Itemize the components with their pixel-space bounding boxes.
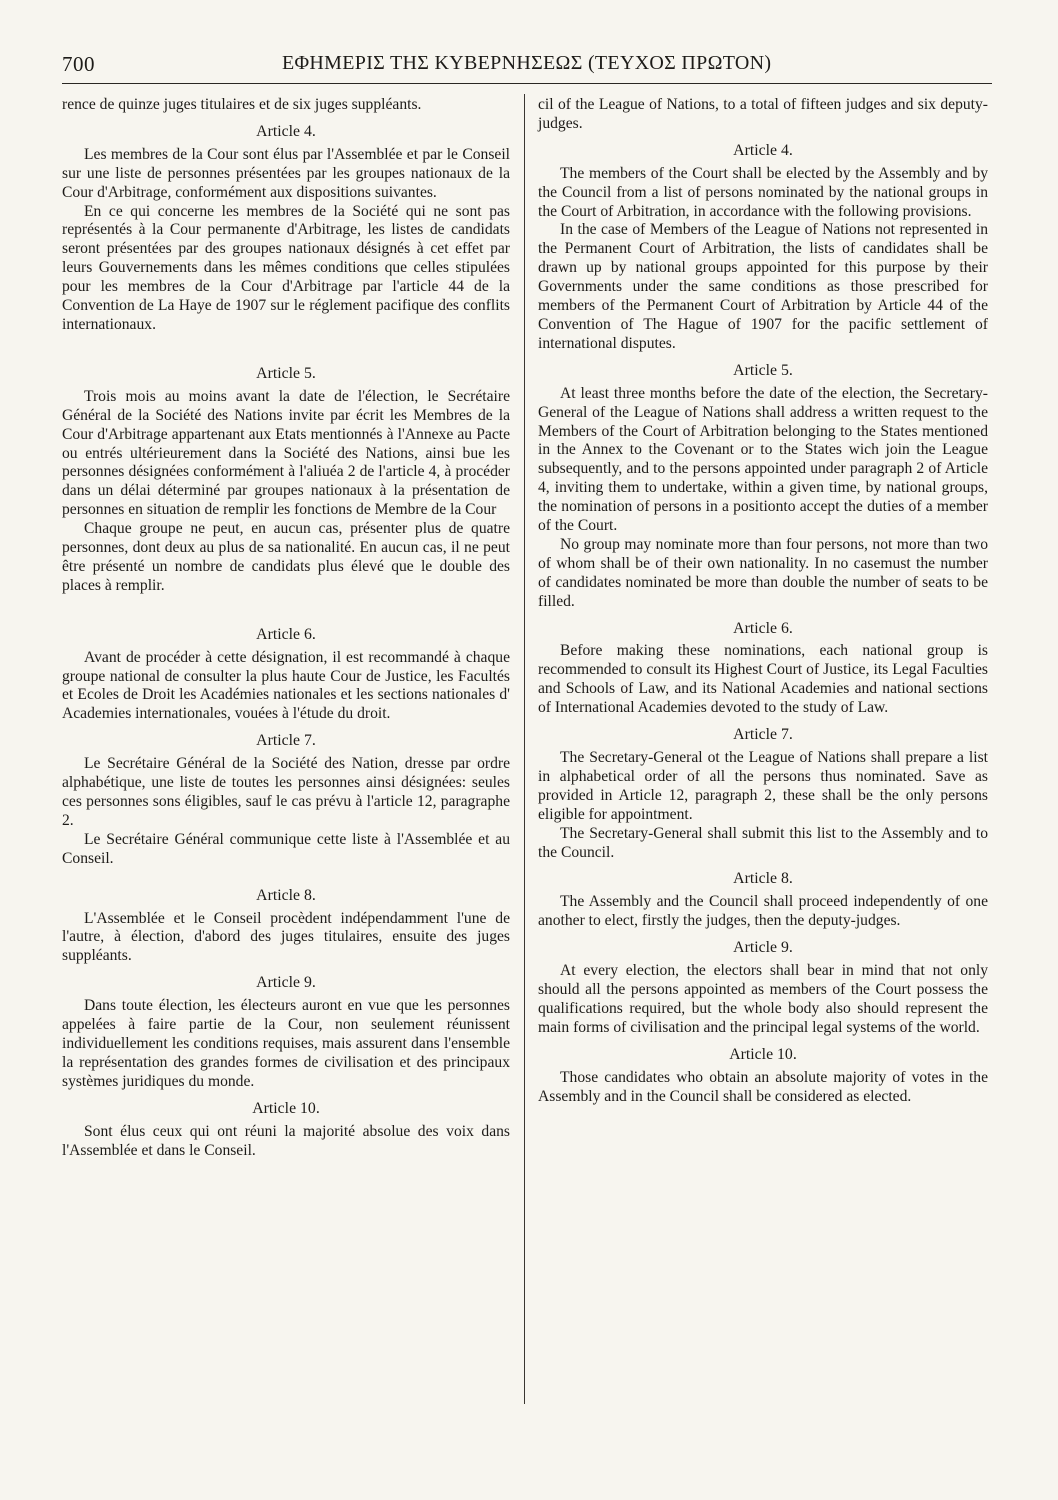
column-divider — [524, 94, 525, 1404]
french-article-7-paragraph-2: Le Secrétaire Général communique cette liste à l'Assemblée et au Conseil. — [62, 830, 510, 867]
english-article-8-paragraph-1: The Assembly and the Council shall proceed independently of one another to elect, firstly the judges, then the deputy-judges. — [538, 893, 988, 930]
french-article-4-paragraph-2: En ce qui concerne les membres de la Société qui ne sont pas représentés à la Cour permanente d'Arbitrage, les listes de candidats seront présentées par des groupes nationaux désignés à cet effet par leurs Gouvernements dans les mêmes conditions que celles stipulées pour les membres de la Cour d'Arbitrage par l'article 44 de la Convention de La Haye de 1907 sur le réglement pacifique des conflits internationaux. — [62, 202, 510, 333]
french-article-6-heading: Article 6. — [256, 625, 316, 643]
page-number: 700 — [62, 52, 95, 76]
french-article-9-heading: Article 9. — [256, 974, 316, 992]
english-article-5-heading: Article 5. — [733, 361, 793, 379]
french-article-4-heading: Article 4. — [256, 122, 316, 140]
english-article-10-paragraph-1: Those candidates who obtain an absolute majority of votes in the Assembly and in the Council shall be considered as elected. — [538, 1068, 988, 1105]
english-article-9-paragraph-1: At every election, the electors shall bear in mind that not only should all the persons appointed as members of the Court possess the qualifications required, but the whole body also should represent the main forms of civilisation and the principal legal systems of the world. — [538, 962, 988, 1036]
english-article-9-heading: Article 9. — [733, 939, 793, 957]
french-article-5-paragraph-1: Trois mois au moins avant la date de l'élection, le Secrétaire Général de la Société des Nations invite par écrit les Membres de la Cour d'Arbitrage appartenant aux Etats mentionnés à l'Annexe au Pacte ou entrés ultérieurement dans la Société des Nations, ainsi bue les personnes désignées conformément à l'aliuéa 2 de l'article 4, à procéder dans un délai déterminé par groupes nationaux à la présentation de personnes en situation de remplir les fonctions de Membre de la Cour — [62, 387, 510, 519]
english-article-5-paragraph-1: At least three months before the date of the election, the Secretary-General of the League of Nations shall address a written request to the Members of the Court of Arbitration belonging to the States mentioned in the Annex to the Covenant or to the States wich join the League subsequently, and to the persons appointed under paragraph 2 of Article 4, inviting them to undertake, within a given time, by national groups, the nomination of persons in a positionto accept the duties of a member of the Court. — [538, 384, 988, 535]
page-header — [62, 46, 992, 76]
english-article-10-heading: Article 10. — [729, 1045, 797, 1063]
english-article-4-heading: Article 4. — [733, 141, 793, 159]
english-article-4-paragraph-1: The members of the Court shall be elected by the Assembly and by the Council from a list of persons nominated by the national groups in the Court of Arbitration, in accordance with the following provisions. — [538, 164, 988, 220]
running-title: ΕΦΗΜΕΡΙΣ ΤΗΣ ΚΥΒΕΡΝΗΣΕΩΣ (ΤΕΥΧΟΣ ΠΡΩΤΟΝ) — [282, 52, 772, 74]
french-article-8-heading: Article 8. — [256, 886, 316, 904]
english-intro: cil of the League of Nations, to a total of fifteen judges and six deputy-judges. — [538, 96, 988, 132]
french-article-5-heading: Article 5. — [256, 364, 316, 382]
english-article-7-paragraph-2: The Secretary-General shall submit this list to the Assembly and to the Council. — [538, 824, 988, 861]
french-article-4-paragraph-1: Les membres de la Cour sont élus par l'Assemblée et par le Conseil sur une liste de personnes présentées par les groupes nationaux de la Cour d'Arbitrage, conformément aux dispositions suivantes. — [62, 145, 510, 201]
french-article-5-paragraph-2: Chaque groupe ne peut, en aucun cas, présenter plus de quatre personnes, dont deux au plus de sa nationalité. En aucun cas, il ne peut être présenté un nombre de candidats plus élevé que le double des places à remplir. — [62, 520, 510, 594]
french-column — [62, 96, 510, 1160]
english-article-8-heading: Article 8. — [733, 870, 793, 888]
french-article-9-paragraph-1: Dans toute élection, les électeurs auront en vue que les personnes appelées à faire partie de la Cour, non seulement réunissent individuellement les conditions requises, mais assurent dans l'ensemble la représentation des grandes formes de civilisation et des principaux systèmes juridiques du monde. — [62, 997, 510, 1090]
english-article-7-heading: Article 7. — [733, 726, 793, 744]
english-article-6-heading: Article 6. — [733, 619, 793, 637]
english-article-7-paragraph-1: The Secretary-General ot the League of Nations shall prepare a list in alphabetical order of all the persons thus nominated. Save as provided in Article 12, paragraph 2, these shall be the only persons eligible for appointment. — [538, 749, 988, 823]
english-article-6-paragraph-1: Before making these nominations, each national group is recommended to consult its Highest Court of Justice, its Legal Faculties and Schools of Law, and its National Academies and national sections of International Academies devoted to the study of Law. — [538, 642, 988, 717]
header-rule — [62, 83, 992, 84]
english-column — [538, 96, 988, 1106]
english-article-4-paragraph-2: In the case of Members of the League of Nations not represented in the Permanent Court of Arbitration, the lists of candidates shall be drawn up by national groups appointed for this purpose by their Governments under the same conditions as those prescribed for members of the Permanent Court of Arbitration by Article 44 of the Convention of The Hague of 1907 for the pacific settlement of international disputes. — [538, 221, 988, 352]
french-intro: rence de quinze juges titulaires et de six juges suppléants. — [62, 96, 422, 113]
english-article-5-paragraph-2: No group may nominate more than four persons, not more than two of whom shall be of their own nationality. In no casemust the number of candidates nominated be more than double the number of seats to be filled. — [538, 535, 988, 610]
french-article-10-heading: Article 10. — [252, 1099, 320, 1117]
french-article-6-paragraph-1: Avant de procéder à cette désignation, il est recommandé à chaque groupe national de consulter la plus haute Cour de Justice, les Facultés et Ecoles de Droit les Académies nationales et les sections nationales d' Academies internationales, vouées à l'étude du droit. — [62, 648, 510, 723]
french-article-10-paragraph-1: Sont élus ceux qui ont réuni la majorité absolue des voix dans l'Assemblée et dans le Conseil. — [62, 1122, 510, 1159]
french-article-8-paragraph-1: L'Assemblée et le Conseil procèdent indépendamment l'une de l'autre, à élection, d'abord des juges titulaires, ensuite des juges suppléants. — [62, 909, 510, 965]
french-article-7-heading: Article 7. — [256, 732, 316, 750]
french-article-7-paragraph-1: Le Secrétaire Général de la Société des Nation, dresse par ordre alphabétique, une liste de toutes les personnes ainsi désignées: seules ces personnes sons éligibles, sauf le cas prévu à l'article 12, paragraphe 2. — [62, 755, 510, 829]
